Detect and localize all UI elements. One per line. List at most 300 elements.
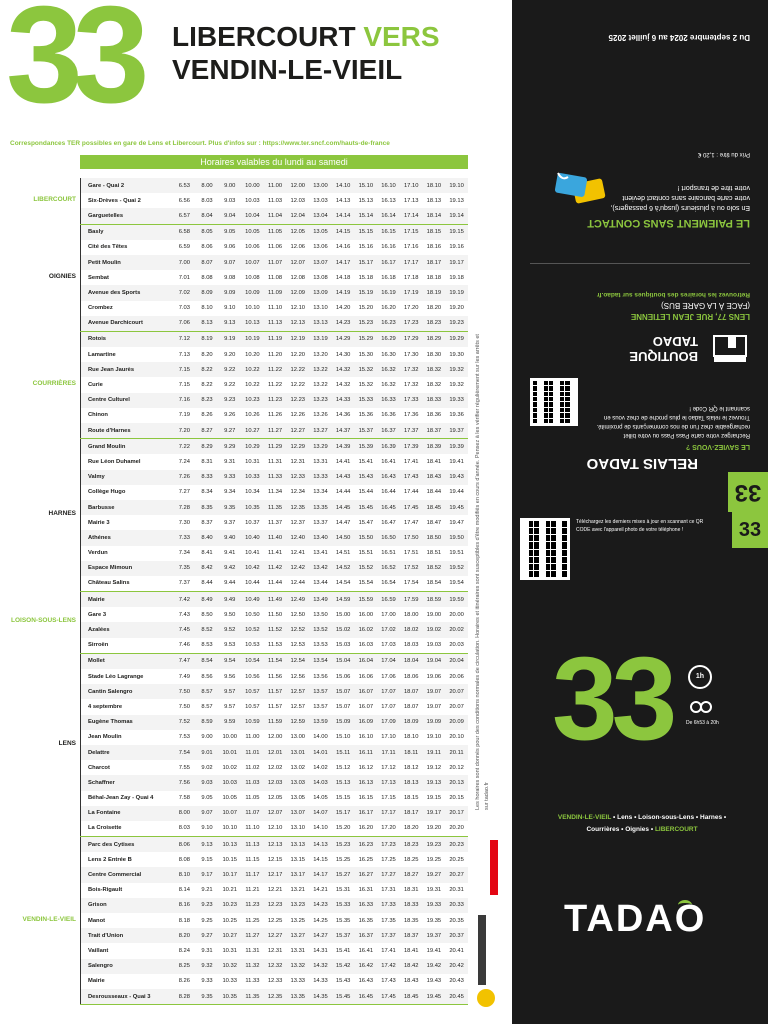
departure-time: 16.27 — [358, 872, 374, 879]
departure-time: 15.18 — [358, 274, 374, 281]
departure-time: 10.03 — [222, 779, 237, 786]
qr-module — [546, 550, 551, 556]
qr-module — [557, 557, 562, 563]
departure-time: 8.31 — [201, 458, 213, 465]
departure-time: 12.03 — [267, 779, 283, 786]
qr-module — [533, 386, 537, 390]
stop-times — [173, 689, 468, 695]
departure-time: 15.03 — [335, 642, 351, 649]
stop-row — [80, 439, 468, 454]
city-label: VENDIN-LE-VIEIL — [22, 915, 76, 923]
stop-times — [173, 825, 468, 831]
departure-time: 8.04 — [201, 212, 213, 219]
departure-time: 16.10 — [358, 734, 374, 741]
departure-time: 9.59 — [224, 719, 236, 726]
qr-module — [546, 542, 551, 548]
departure-time: 20.25 — [449, 856, 464, 863]
departure-time: 19.32 — [449, 382, 464, 389]
departure-time: 10.33 — [222, 978, 237, 985]
departure-time: 6.53 — [178, 182, 190, 189]
departure-time: 18.23 — [403, 841, 419, 848]
departure-time: 16.32 — [381, 382, 396, 389]
departure-time: 10.25 — [222, 917, 237, 924]
departure-time: 15.59 — [358, 596, 374, 603]
departure-time: 17.33 — [403, 397, 419, 404]
stop-times — [173, 750, 468, 756]
stop-times — [173, 795, 468, 801]
departure-time: 19.00 — [426, 611, 442, 618]
qr-module — [540, 564, 545, 570]
validity-dates: Du 2 septembre 2024 au 6 juillet 2025 — [608, 33, 750, 42]
qr-module — [540, 528, 545, 534]
departure-time: 14.17 — [335, 259, 351, 266]
departure-time: 13.33 — [290, 978, 306, 985]
qr-module — [565, 392, 569, 396]
stop-name: Six-Drèves - Quai 2 — [88, 197, 141, 204]
departure-time: 16.35 — [358, 917, 374, 924]
departure-time: 14.39 — [335, 443, 351, 450]
departure-time: 9.31 — [224, 458, 236, 465]
departure-time: 15.32 — [358, 382, 374, 389]
departure-time: 8.08 — [201, 274, 213, 281]
brand-logo: TADAO — [564, 898, 707, 940]
departure-time: 17.45 — [381, 993, 396, 1000]
departure-time: 12.34 — [290, 489, 306, 496]
departure-time: 13.31 — [313, 458, 328, 465]
departure-time: 15.47 — [358, 519, 374, 526]
departure-time: 8.22 — [201, 366, 213, 373]
departure-time: 15.20 — [358, 305, 374, 312]
departure-time: 14.37 — [335, 427, 351, 434]
stop-times — [173, 810, 468, 816]
departure-time: 19.20 — [449, 305, 464, 312]
qr-module — [538, 397, 542, 401]
qr-module — [533, 397, 537, 401]
departure-time: 10.10 — [245, 305, 260, 312]
departure-time: 17.15 — [403, 229, 419, 236]
departure-time: 17.00 — [381, 611, 396, 618]
departure-time: 11.54 — [268, 658, 283, 665]
departure-time: 13.42 — [313, 565, 328, 572]
departure-time: 13.00 — [313, 182, 328, 189]
qr-module — [555, 392, 559, 396]
stop-name: Mairie — [88, 978, 105, 985]
qr-module — [538, 403, 542, 407]
qr-module — [549, 408, 553, 412]
departure-time: 12.25 — [267, 917, 283, 924]
qr-module — [549, 413, 553, 417]
departure-time: 16.04 — [358, 658, 374, 665]
departure-time: 16.32 — [381, 366, 396, 373]
departure-time: 20.27 — [449, 872, 464, 879]
departure-time: 10.23 — [222, 902, 237, 909]
city-label: LIBERCOURT — [33, 195, 76, 203]
qr-module — [544, 408, 548, 412]
departure-time: 7.54 — [178, 749, 190, 756]
departure-time: 9.07 — [201, 810, 213, 817]
departure-time: 16.09 — [358, 719, 374, 726]
departure-time: 8.05 — [201, 229, 213, 236]
departure-time: 20.31 — [449, 887, 464, 894]
qr-module — [534, 564, 539, 570]
departure-time: 19.13 — [449, 197, 464, 204]
departure-time: 11.10 — [245, 825, 260, 832]
boutique-title-line2: TADAO — [652, 334, 698, 349]
qr-module — [562, 564, 567, 570]
departure-time: 8.56 — [201, 673, 213, 680]
stop-row — [80, 638, 468, 653]
departure-time: 13.03 — [290, 779, 306, 786]
stop-times — [173, 597, 468, 603]
qr-module — [551, 521, 556, 527]
departure-time: 19.07 — [426, 703, 442, 710]
departure-time: 13.23 — [313, 397, 328, 404]
departure-time: 10.09 — [245, 289, 260, 296]
departure-time: 20.06 — [449, 673, 464, 680]
departure-time: 16.15 — [358, 795, 374, 802]
departure-time: 18.59 — [426, 596, 442, 603]
departure-time: 13.29 — [313, 443, 328, 450]
departure-time: 18.12 — [403, 764, 419, 771]
stop-row — [80, 699, 468, 714]
departure-time: 18.43 — [426, 474, 442, 481]
line-badge-rotated: 33 — [728, 472, 768, 512]
stop-name: Centre Culturel — [88, 397, 130, 404]
departure-time: 20.43 — [449, 978, 464, 985]
qr-module — [555, 419, 559, 423]
departure-time: 14.13 — [335, 197, 351, 204]
departure-time: 17.09 — [381, 719, 396, 726]
stop-row — [80, 852, 468, 867]
departure-time: 6.58 — [178, 229, 190, 236]
qr-module — [534, 521, 539, 527]
departure-time: 18.13 — [403, 779, 419, 786]
qr-module — [523, 528, 528, 534]
departure-time: 19.02 — [426, 627, 442, 634]
departure-time: 7.13 — [178, 351, 190, 358]
line-badge: 33 — [732, 512, 768, 548]
stop-name: Mollet — [88, 658, 105, 665]
departure-time: 11.08 — [268, 274, 283, 281]
stop-row — [80, 301, 468, 316]
departure-time: 11.00 — [245, 734, 260, 741]
departure-time: 16.54 — [381, 580, 396, 587]
departure-time: 15.00 — [335, 611, 351, 618]
qr-module — [523, 564, 528, 570]
qr-note: Téléchargez les derniers mises à jour en scannant ce QR CODE avec l'appareil photo de votre téléphone ! — [576, 519, 704, 533]
departure-time: 14.31 — [313, 947, 328, 954]
qr-module — [557, 571, 562, 577]
departure-time: 18.15 — [426, 229, 442, 236]
departure-time: 8.53 — [201, 642, 213, 649]
departure-time: 15.31 — [335, 887, 351, 894]
schedule-table — [10, 178, 468, 1005]
qr-module — [534, 535, 539, 541]
stop-times — [173, 352, 468, 358]
departure-time: 18.45 — [426, 504, 442, 511]
departure-time: 19.35 — [426, 917, 442, 924]
departure-time: 18.41 — [426, 458, 442, 465]
departure-time: 10.29 — [245, 443, 260, 450]
stop-times — [173, 244, 468, 250]
departure-time: 11.59 — [268, 719, 283, 726]
departure-time: 16.17 — [358, 810, 374, 817]
departure-time: 19.29 — [449, 336, 464, 343]
departure-time: 15.10 — [335, 734, 351, 741]
stop-name: Vaillant — [88, 947, 109, 954]
departure-time: 17.13 — [403, 197, 419, 204]
departure-time: 18.32 — [426, 382, 442, 389]
departure-time: 13.15 — [290, 856, 306, 863]
qr-module — [534, 550, 539, 556]
departure-time: 8.28 — [178, 993, 190, 1000]
departure-time: 14.59 — [335, 596, 351, 603]
departure-time: 14.10 — [313, 825, 328, 832]
departure-time: 13.54 — [313, 658, 328, 665]
departure-time: 12.49 — [290, 596, 306, 603]
departure-time: 15.33 — [358, 397, 374, 404]
stop-times — [173, 580, 468, 586]
departure-time: 17.43 — [381, 978, 396, 985]
departure-time: 17.59 — [403, 596, 419, 603]
departure-time: 12.44 — [290, 580, 306, 587]
departure-time: 16.59 — [381, 596, 396, 603]
departure-time: 19.19 — [449, 289, 464, 296]
departure-time: 9.17 — [201, 872, 213, 879]
departure-time: 13.23 — [290, 902, 306, 909]
qr-module — [538, 408, 542, 412]
departure-time: 18.10 — [403, 734, 419, 741]
departure-time: 16.13 — [358, 779, 374, 786]
departure-time: 18.17 — [403, 810, 419, 817]
brand-accent — [678, 900, 692, 910]
departure-time: 19.45 — [426, 993, 442, 1000]
departure-time: 18.27 — [403, 872, 419, 879]
departure-time: 17.25 — [381, 856, 396, 863]
boutique-title-line1: BOUTIQUE — [629, 349, 698, 364]
departure-time: 20.33 — [449, 902, 464, 909]
departure-time: 16.37 — [381, 427, 396, 434]
departure-time: 13.02 — [290, 764, 306, 771]
departure-time: 9.01 — [201, 749, 213, 756]
qr-module — [533, 408, 537, 412]
qr-module — [571, 381, 575, 385]
departure-time: 19.06 — [426, 673, 442, 680]
departure-time: 9.57 — [224, 688, 236, 695]
stop-row — [80, 393, 468, 408]
departure-time: 19.07 — [426, 688, 442, 695]
departure-time: 9.05 — [224, 229, 236, 236]
departure-time: 11.21 — [245, 887, 260, 894]
departure-time: 18.20 — [403, 825, 419, 832]
departure-time: 16.00 — [358, 611, 374, 618]
departure-time: 14.54 — [335, 580, 351, 587]
departure-time: 8.06 — [178, 841, 190, 848]
departure-time: 12.57 — [290, 688, 306, 695]
qr-module — [533, 419, 537, 423]
departure-time: 8.57 — [201, 688, 213, 695]
departure-time: 12.21 — [267, 887, 283, 894]
departure-time: 10.05 — [222, 795, 237, 802]
qr-module — [529, 550, 534, 556]
stop-times — [173, 290, 468, 296]
qr-module — [529, 535, 534, 541]
departure-time: 12.26 — [290, 412, 306, 419]
departure-time: 7.22 — [178, 443, 190, 450]
qr-module — [540, 550, 545, 556]
stop-name: Avenue Darchicourt — [88, 320, 143, 327]
departure-time: 10.07 — [222, 810, 237, 817]
stop-times — [173, 535, 468, 541]
stop-row — [80, 760, 468, 775]
departure-time: 15.13 — [358, 197, 374, 204]
departure-time: 11.03 — [245, 779, 260, 786]
departure-time: 10.34 — [245, 489, 260, 496]
departure-time: 12.22 — [290, 382, 306, 389]
qr-module — [562, 528, 567, 534]
partner-logos-graphic — [474, 820, 508, 1010]
stop-name: Desrousseaux - Quai 3 — [88, 993, 151, 1000]
qr-module — [523, 542, 528, 548]
departure-time: 13.05 — [290, 795, 306, 802]
departure-time: 9.41 — [224, 550, 236, 557]
stop-row — [80, 270, 468, 285]
stop-row — [80, 684, 468, 699]
city-label: OIGNIES — [48, 272, 76, 280]
departure-time: 10.03 — [245, 197, 260, 204]
relais-qr-code[interactable] — [530, 378, 578, 426]
stop-name: Curie — [88, 382, 103, 389]
qr-module — [565, 397, 569, 401]
qr-module — [533, 392, 537, 396]
departure-time: 18.50 — [426, 534, 442, 541]
qr-module — [540, 535, 545, 541]
departure-time: 8.22 — [201, 382, 213, 389]
departure-time: 19.43 — [449, 474, 464, 481]
stop-times — [173, 382, 468, 388]
departure-time: 11.13 — [245, 841, 260, 848]
departure-time: 15.06 — [335, 673, 351, 680]
departure-time: 19.13 — [426, 779, 442, 786]
departure-time: 8.27 — [201, 427, 213, 434]
departure-time: 20.07 — [449, 703, 464, 710]
departure-time: 13.32 — [290, 963, 306, 970]
departure-time: 18.39 — [426, 443, 442, 450]
stop-times — [173, 902, 468, 908]
departure-time: 11.22 — [268, 366, 283, 373]
schedule-qr-code[interactable] — [520, 518, 570, 580]
qr-module — [551, 571, 556, 577]
qr-module — [533, 403, 537, 407]
departure-time: 15.11 — [336, 749, 351, 756]
departure-time: 20.04 — [449, 658, 464, 665]
qr-module — [551, 564, 556, 570]
departure-time: 14.25 — [313, 917, 328, 924]
departure-time: 8.20 — [178, 932, 190, 939]
departure-time: 17.20 — [403, 305, 419, 312]
departure-time: 18.37 — [426, 427, 442, 434]
departure-time: 10.13 — [245, 320, 260, 327]
departure-time: 12.52 — [290, 627, 306, 634]
info-panel — [512, 0, 768, 1024]
departure-time: 13.13 — [313, 320, 328, 327]
stop-name: 4 septembre — [88, 703, 123, 710]
departure-time: 10.19 — [245, 336, 260, 343]
stop-row — [80, 500, 468, 515]
departure-time: 19.32 — [449, 366, 464, 373]
departure-time: 7.00 — [178, 259, 190, 266]
qr-module — [571, 408, 575, 412]
departure-time: 17.12 — [381, 764, 396, 771]
departure-time: 13.53 — [313, 642, 328, 649]
departure-time: 12.13 — [267, 841, 283, 848]
departure-time: 19.12 — [426, 764, 442, 771]
boutique-hours-link: Retrouvez les horaires des boutiques sur tadao.fr — [596, 291, 750, 298]
departure-time: 10.59 — [245, 719, 260, 726]
departure-time: 15.41 — [358, 458, 374, 465]
departure-time: 8.00 — [201, 182, 213, 189]
departure-time: 15.45 — [335, 993, 351, 1000]
stop-times — [173, 658, 468, 664]
departure-time: 10.02 — [222, 764, 237, 771]
departure-time: 17.37 — [381, 932, 396, 939]
departure-time: 18.09 — [403, 719, 419, 726]
qr-module — [565, 419, 569, 423]
departure-time: 9.35 — [201, 993, 213, 1000]
departure-time: 10.40 — [245, 534, 260, 541]
qr-module — [523, 571, 528, 577]
departure-time: 10.06 — [245, 244, 260, 251]
departure-time: 9.05 — [201, 795, 213, 802]
departure-time: 11.19 — [268, 336, 283, 343]
departure-time: 14.19 — [335, 289, 351, 296]
departure-time: 7.47 — [178, 658, 190, 665]
departure-time: 7.52 — [178, 719, 190, 726]
stop-row — [80, 485, 468, 500]
departure-time: 8.44 — [201, 580, 213, 587]
stop-row — [80, 943, 468, 958]
city-section — [48, 225, 468, 332]
departure-time: 15.32 — [358, 366, 374, 373]
departure-time: 15.50 — [358, 534, 374, 541]
departure-time: 17.43 — [403, 474, 419, 481]
departure-time: 10.42 — [245, 565, 260, 572]
departure-time: 16.03 — [358, 642, 374, 649]
departure-time: 8.13 — [201, 320, 213, 327]
qr-module — [529, 542, 534, 548]
route-summary — [532, 812, 752, 836]
stop-row — [80, 546, 468, 561]
qr-module — [551, 550, 556, 556]
departure-time: 16.37 — [358, 932, 374, 939]
qr-module — [538, 419, 542, 423]
departure-time: 18.43 — [403, 978, 419, 985]
departure-time: 7.33 — [178, 534, 190, 541]
departure-time: 20.15 — [449, 795, 464, 802]
departure-time: 14.32 — [335, 366, 351, 373]
departure-time: 14.32 — [313, 963, 328, 970]
departure-time: 15.12 — [335, 764, 351, 771]
departure-time: 11.01 — [245, 749, 260, 756]
qr-module — [555, 408, 559, 412]
departure-time: 17.07 — [381, 703, 396, 710]
line-number-panel: 33 — [552, 633, 672, 765]
departure-time: 17.06 — [381, 673, 396, 680]
departure-time: 14.30 — [335, 351, 351, 358]
stop-name: Centre Commercial — [88, 872, 142, 879]
qr-module — [565, 386, 569, 390]
stop-row — [80, 285, 468, 300]
